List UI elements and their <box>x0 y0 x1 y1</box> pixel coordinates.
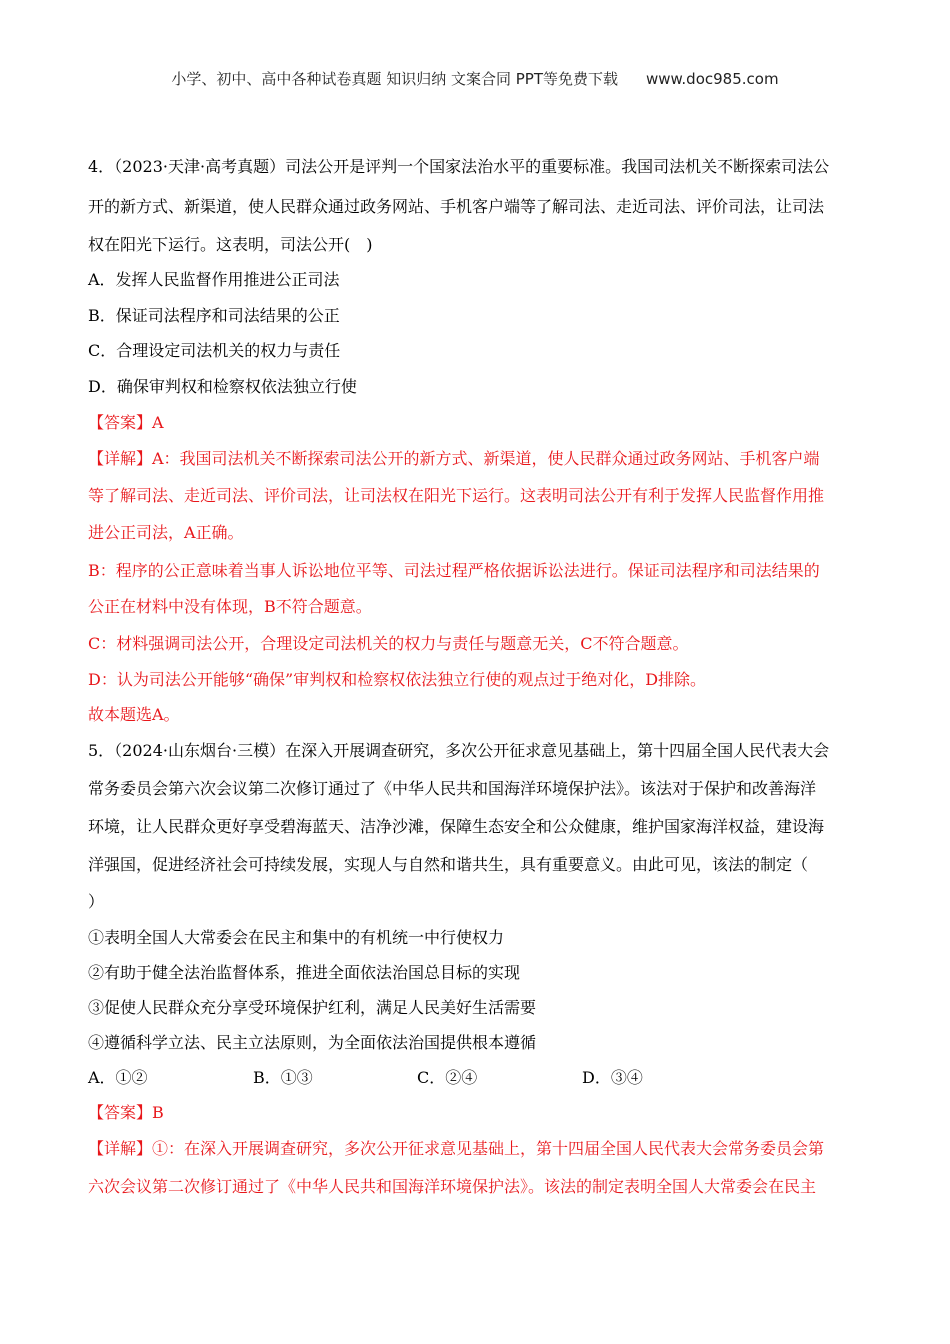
q5-stem-line: ） <box>88 892 105 911</box>
q4-option-c: C．合理设定司法机关的权力与责任 <box>88 341 341 360</box>
q5-stem-line: 环境，让人民群众更好享受碧海蓝天、洁净沙滩，保障生态安全和公众健康，维护国家海洋权益，建设海 <box>88 817 825 836</box>
q5-option-c: C．②④ <box>417 1068 478 1087</box>
q4-option-a: A．发挥人民监督作用推进公正司法 <box>88 270 340 289</box>
header-url[interactable]: www.doc985.com <box>645 70 779 88</box>
header-text: 小学、初中、高中各种试卷真题 知识归纳 文案合同 PPT等免费下载 <box>171 70 618 88</box>
q4-detail-line: 故本题选A。 <box>88 705 180 724</box>
q4-detail-line: 等了解司法、走近司法、评价司法，让司法权在阳光下运行。这表明司法公开有利于发挥人民监督作用推 <box>88 486 825 505</box>
q5-item-2: ②有助于健全法治监督体系，推进全面依法治国总目标的实现 <box>88 963 521 982</box>
q5-stem-line: 5．（2024·山东烟台·三模）在深入开展调查研究，多次公开征求意见基础上，第十四届全国人民代表大会 <box>88 741 830 760</box>
q4-detail-line: D：认为司法公开能够“确保”审判权和检察权依法独立行使的观点过于绝对化，D排除。 <box>88 670 707 689</box>
q4-detail-line: 【详解】A：我国司法机关不断探索司法公开的新方式、新渠道，使人民群众通过政务网站、手机客户端 <box>88 449 820 468</box>
q5-option-a: A．①② <box>88 1068 148 1087</box>
q4-option-b: B．保证司法程序和司法结果的公正 <box>88 306 340 325</box>
q4-stem-line: 开的新方式、新渠道，使人民群众通过政务网站、手机客户端等了解司法、走近司法、评价司法，让司法 <box>88 197 825 216</box>
q5-stem-line: 洋强国，促进经济社会可持续发展，实现人与自然和谐共生，具有重要意义。由此可见，该法的制定（ <box>88 855 809 874</box>
q4-detail-line: B：程序的公正意味着当事人诉讼地位平等、司法过程严格依据诉讼法进行。保证司法程序和司法结果的 <box>88 561 820 580</box>
q4-option-d: D．确保审判权和检察权依法独立行使 <box>88 377 357 396</box>
q4-answer: 【答案】A <box>88 413 164 432</box>
q5-answer: 【答案】B <box>88 1103 164 1122</box>
q5-stem-line: 常务委员会第六次会议第二次修订通过了《中华人民共和国海洋环境保护法》。该法对于保护和改善海洋 <box>88 779 817 798</box>
q5-detail-line: 六次会议第二次修订通过了《中华人民共和国海洋环境保护法》。该法的制定表明全国人大常委会在民主 <box>88 1177 817 1196</box>
q5-item-4: ④遵循科学立法、民主立法原则，为全面依法治国提供根本遵循 <box>88 1033 537 1052</box>
q4-stem-line: 权在阳光下运行。这表明，司法公开( ) <box>88 235 373 254</box>
q4-detail-line: 公正在材料中没有体现，B不符合题意。 <box>88 597 372 616</box>
q5-option-d: D．③④ <box>582 1068 643 1087</box>
q4-detail-line: 进公正司法，A正确。 <box>88 523 244 542</box>
q4-stem-line: 4．（2023·天津·高考真题）司法公开是评判一个国家法治水平的重要标准。我国司法机关不断探索司法公 <box>88 157 830 176</box>
page-header <box>0 68 950 89</box>
q5-detail-line: 【详解】①：在深入开展调查研究，多次公开征求意见基础上，第十四届全国人民代表大会常务委员会第 <box>88 1139 825 1158</box>
q5-item-1: ①表明全国人大常委会在民主和集中的有机统一中行使权力 <box>88 928 505 947</box>
q5-item-3: ③促使人民群众充分享受环境保护红利，满足人民美好生活需要 <box>88 998 537 1017</box>
q4-detail-line: C：材料强调司法公开，合理设定司法机关的权力与责任与题意无关，C不符合题意。 <box>88 634 689 653</box>
q5-option-b: B．①③ <box>253 1068 313 1087</box>
